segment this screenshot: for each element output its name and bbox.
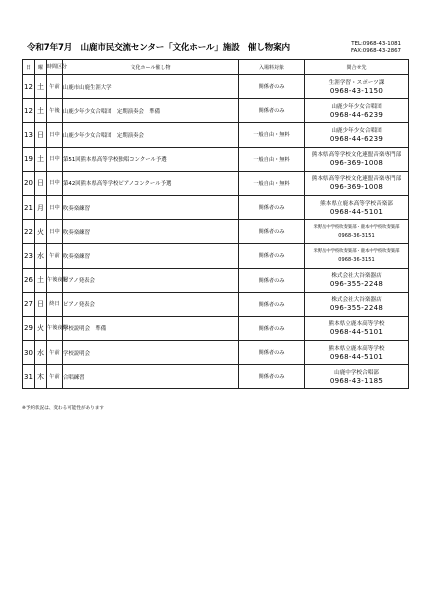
header-day: 日 [23, 60, 35, 75]
contact-name: 山鹿中学校合唱部 [334, 369, 379, 376]
cell-contact [305, 341, 409, 365]
cell-event: 学校説明会 準備 [63, 316, 239, 340]
cell-contact [305, 268, 409, 292]
contact-tel: 0968-44-5101 [329, 207, 384, 216]
footnote: ※予約状況は、変わる可能性があります [22, 406, 104, 411]
cell-admission: 関係者のみ [239, 99, 305, 123]
cell-weekday: 日 [35, 292, 47, 316]
cell-day: 26 [23, 268, 35, 292]
header-weekday: 曜 [35, 60, 47, 75]
cell-contact [305, 195, 409, 219]
cell-day: 31 [23, 365, 35, 389]
contact-name: 山鹿少年少女合唱団 [331, 127, 382, 134]
contact-tel: 0968-36-3151 [338, 256, 375, 263]
header-time-slot: 時間区分 [47, 60, 63, 75]
cell-admission: 関係者のみ [239, 341, 305, 365]
table-row [23, 171, 409, 195]
cell-day: 20 [23, 171, 35, 195]
contact-tel: 096-369-1008 [329, 183, 384, 192]
cell-time-slot: 午前 [47, 341, 63, 365]
cell-admission: 一般自由・無料 [239, 171, 305, 195]
cell-time-slot: 日中 [47, 195, 63, 219]
table-row [23, 268, 409, 292]
contact-tel: 0968-44-5101 [329, 328, 384, 337]
cell-day: 30 [23, 341, 35, 365]
table-header-row [23, 60, 409, 75]
contact-name: 生涯学習・スポーツ課 [328, 79, 385, 86]
cell-weekday: 日 [35, 123, 47, 147]
contact-tel: 0968-44-5101 [329, 352, 384, 361]
contact-name: 株式会社大谷楽器店 [331, 297, 382, 304]
cell-event: 学校説明会 [63, 341, 239, 365]
cell-admission: 関係者のみ [239, 220, 305, 244]
table-row [23, 99, 409, 123]
header-contact [351, 41, 401, 55]
cell-admission: 関係者のみ [239, 316, 305, 340]
cell-weekday: 土 [35, 147, 47, 171]
cell-contact [305, 220, 409, 244]
contact-tel: 096-355-2248 [329, 280, 384, 289]
cell-admission: 関係者のみ [239, 365, 305, 389]
header-fax: FAX:0968-43-2867 [351, 48, 401, 54]
cell-time-slot: 午前 [47, 75, 63, 99]
table-row [23, 316, 409, 340]
cell-weekday: 土 [35, 268, 47, 292]
cell-contact [305, 147, 409, 171]
contact-name: 米野岳中学校吹奏楽部・鹿本中学校吹奏楽部 [313, 224, 400, 230]
cell-day: 27 [23, 292, 35, 316]
cell-admission: 関係者のみ [239, 268, 305, 292]
contact-name: 熊本県立鹿本高等学校音楽部 [320, 200, 393, 207]
cell-admission: 一般自由・無料 [239, 123, 305, 147]
cell-event: 山鹿少年少女合唱団 定期演奏会 準備 [63, 99, 239, 123]
cell-weekday: 木 [35, 365, 47, 389]
header-admission: 入場料対象 [239, 60, 305, 75]
cell-time-slot: 午後 [47, 99, 63, 123]
cell-time-slot: 午前 [47, 365, 63, 389]
cell-contact [305, 123, 409, 147]
cell-event: 吹奏楽練習 [63, 244, 239, 268]
cell-weekday: 土 [35, 99, 47, 123]
cell-contact [305, 292, 409, 316]
contact-tel: 096-369-1008 [329, 159, 384, 168]
cell-weekday: 火 [35, 316, 47, 340]
table-row [23, 75, 409, 99]
table-row [23, 365, 409, 389]
cell-event: ピアノ発表会 [63, 292, 239, 316]
page-header [27, 37, 401, 61]
contact-name: 熊本県立鹿本高等学校 [328, 321, 385, 328]
cell-day: 12 [23, 99, 35, 123]
cell-event: ピアノ発表会 [63, 268, 239, 292]
table-row [23, 292, 409, 316]
cell-time-slot: 午後夜間 [47, 268, 63, 292]
cell-weekday: 日 [35, 171, 47, 195]
contact-name: 株式会社大谷楽器店 [331, 273, 382, 280]
cell-day: 13 [23, 123, 35, 147]
contact-tel: 0968-36-3151 [338, 232, 375, 239]
cell-time-slot: 日中 [47, 123, 63, 147]
cell-day: 21 [23, 195, 35, 219]
cell-time-slot: 終日 [47, 292, 63, 316]
contact-name: 山鹿少年少女合唱団 [331, 103, 382, 110]
event-schedule-table [22, 59, 409, 389]
cell-admission: 関係者のみ [239, 292, 305, 316]
cell-contact [305, 365, 409, 389]
cell-admission: 関係者のみ [239, 244, 305, 268]
header-tel: TEL:0968-43-1081 [351, 41, 401, 47]
table-row [23, 220, 409, 244]
table-row [23, 147, 409, 171]
cell-event: 第42回熊本県高等学校ピアノコンクール予選 [63, 171, 239, 195]
cell-contact [305, 99, 409, 123]
cell-contact [305, 171, 409, 195]
cell-event: 山鹿少年少女合唱団 定期演奏会 [63, 123, 239, 147]
cell-weekday: 水 [35, 244, 47, 268]
cell-weekday: 月 [35, 195, 47, 219]
contact-tel: 0968-43-1185 [329, 376, 384, 385]
cell-time-slot: 日中 [47, 147, 63, 171]
cell-day: 29 [23, 316, 35, 340]
contact-tel: 096-355-2248 [329, 304, 384, 313]
contact-name: 熊本県立鹿本高等学校 [328, 345, 385, 352]
cell-contact [305, 244, 409, 268]
cell-day: 12 [23, 75, 35, 99]
cell-day: 22 [23, 220, 35, 244]
cell-time-slot: 午後夜間 [47, 316, 63, 340]
table-row [23, 244, 409, 268]
contact-name: 熊本県高等学校文化連盟音楽専門部 [311, 176, 402, 183]
page-title: 令和7年7月 山鹿市民交流センター「文化ホール」施設 催し物案内 [27, 43, 290, 53]
cell-admission: 一般自由・無料 [239, 147, 305, 171]
table-row [23, 341, 409, 365]
cell-event: 吹奏楽練習 [63, 195, 239, 219]
cell-weekday: 土 [35, 75, 47, 99]
cell-event: 合唱練習 [63, 365, 239, 389]
cell-admission: 関係者のみ [239, 195, 305, 219]
cell-weekday: 水 [35, 341, 47, 365]
cell-event: 第51回熊本県高等学校独唱コンクール予選 [63, 147, 239, 171]
table-row [23, 123, 409, 147]
cell-time-slot: 日中 [47, 171, 63, 195]
contact-tel: 0968-44-6239 [329, 134, 384, 143]
table-row [23, 195, 409, 219]
cell-weekday: 火 [35, 220, 47, 244]
cell-event: 吹奏楽練習 [63, 220, 239, 244]
cell-admission: 関係者のみ [239, 75, 305, 99]
cell-time-slot: 日中 [47, 220, 63, 244]
contact-tel: 0968-43-1150 [329, 86, 384, 95]
cell-contact [305, 75, 409, 99]
contact-name: 米野岳中学校吹奏楽部・鹿本中学校吹奏楽部 [313, 248, 400, 254]
header-event: 文化ホール催し物 [63, 60, 239, 75]
cell-day: 23 [23, 244, 35, 268]
cell-time-slot: 午前 [47, 244, 63, 268]
contact-tel: 0968-44-6239 [329, 110, 384, 119]
cell-contact [305, 316, 409, 340]
cell-day: 19 [23, 147, 35, 171]
header-contact: 問合せ先 [305, 60, 409, 75]
cell-event: 山鹿市山鹿生涯大学 [63, 75, 239, 99]
contact-name: 熊本県高等学校文化連盟音楽専門部 [311, 152, 402, 159]
